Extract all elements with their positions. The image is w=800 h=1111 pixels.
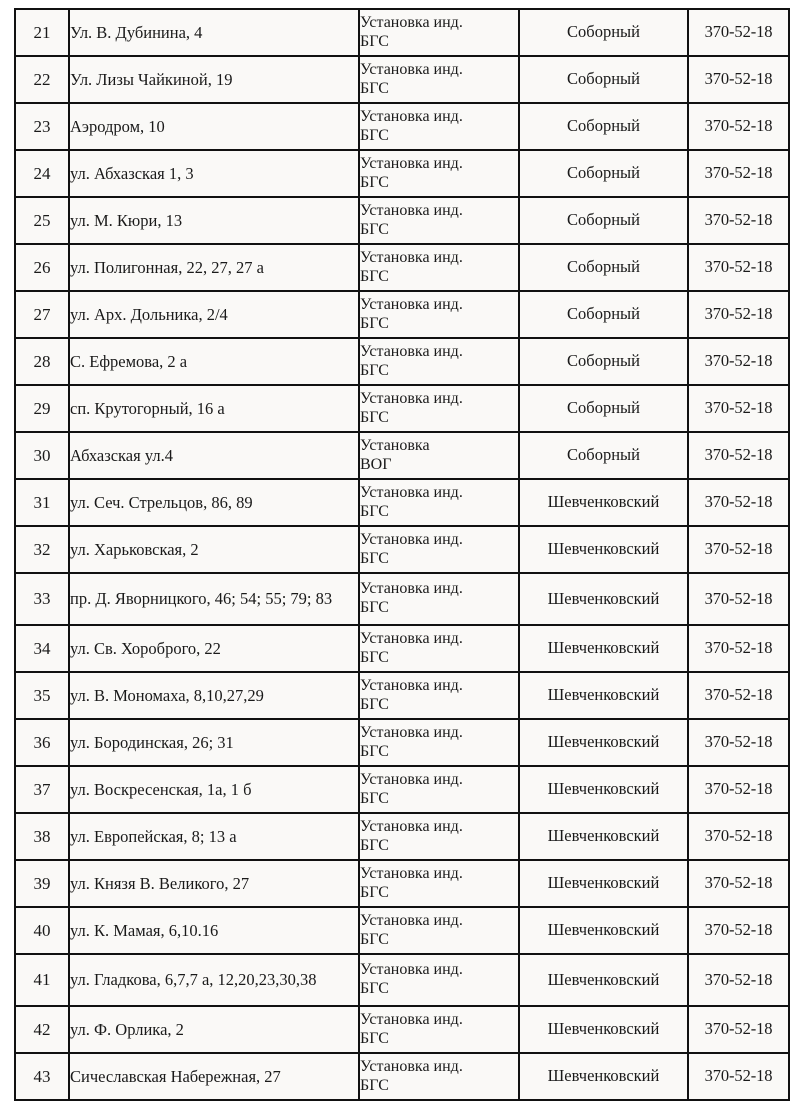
work-type-line-1: Установка инд. bbox=[360, 483, 463, 501]
cell-phone: 370-52-18 bbox=[688, 719, 789, 766]
cell-work-type bbox=[359, 150, 519, 197]
cell-row-number: 34 bbox=[15, 625, 69, 672]
cell-work-type bbox=[359, 479, 519, 526]
table-row bbox=[15, 907, 789, 954]
cell-address: ул. Полигонная, 22, 27, 27 а bbox=[69, 244, 359, 291]
work-type-line-2: БГС bbox=[360, 361, 389, 379]
work-type-line-1: Установка инд. bbox=[360, 60, 463, 78]
cell-row-number: 38 bbox=[15, 813, 69, 860]
work-type-line-1: Установка инд. bbox=[360, 389, 463, 407]
cell-row-number: 40 bbox=[15, 907, 69, 954]
cell-district: Шевченковский bbox=[519, 1053, 688, 1100]
work-type-line-2: БГС bbox=[360, 1076, 389, 1094]
table-row bbox=[15, 9, 789, 56]
cell-phone: 370-52-18 bbox=[688, 291, 789, 338]
cell-district: Шевченковский bbox=[519, 719, 688, 766]
cell-address: Ул. Лизы Чайкиной, 19 bbox=[69, 56, 359, 103]
cell-district: Соборный bbox=[519, 56, 688, 103]
table-row bbox=[15, 860, 789, 907]
work-type-line-1: Установка инд. bbox=[360, 530, 463, 548]
cell-phone: 370-52-18 bbox=[688, 573, 789, 625]
cell-district: Шевченковский bbox=[519, 813, 688, 860]
cell-address: ул. Харьковская, 2 bbox=[69, 526, 359, 573]
work-type-line-1: Установка инд. bbox=[360, 770, 463, 788]
work-type-line-2: БГС bbox=[360, 32, 389, 50]
work-type-line-2: БГС bbox=[360, 836, 389, 854]
cell-work-type bbox=[359, 385, 519, 432]
cell-phone: 370-52-18 bbox=[688, 432, 789, 479]
cell-row-number: 35 bbox=[15, 672, 69, 719]
work-type-line-1: Установка инд. bbox=[360, 817, 463, 835]
work-type-line-2: БГС bbox=[360, 267, 389, 285]
table-row bbox=[15, 1006, 789, 1053]
table-row bbox=[15, 479, 789, 526]
cell-row-number: 21 bbox=[15, 9, 69, 56]
work-type-line-2: БГС bbox=[360, 220, 389, 238]
cell-district: Соборный bbox=[519, 150, 688, 197]
cell-phone: 370-52-18 bbox=[688, 479, 789, 526]
cell-district: Шевченковский bbox=[519, 672, 688, 719]
work-type-line-2: БГС bbox=[360, 980, 389, 997]
table-row bbox=[15, 150, 789, 197]
cell-phone: 370-52-18 bbox=[688, 625, 789, 672]
cell-work-type bbox=[359, 625, 519, 672]
cell-district: Шевченковский bbox=[519, 954, 688, 1006]
cell-district: Соборный bbox=[519, 197, 688, 244]
cell-row-number: 36 bbox=[15, 719, 69, 766]
cell-row-number: 26 bbox=[15, 244, 69, 291]
cell-address: ул. Европейская, 8; 13 а bbox=[69, 813, 359, 860]
cell-row-number: 25 bbox=[15, 197, 69, 244]
cell-address: Сичеславская Набережная, 27 bbox=[69, 1053, 359, 1100]
cell-phone: 370-52-18 bbox=[688, 1053, 789, 1100]
work-type-line-1: Установка инд. bbox=[360, 723, 463, 741]
cell-district: Шевченковский bbox=[519, 1006, 688, 1053]
cell-address: Абхазская ул.4 bbox=[69, 432, 359, 479]
cell-phone: 370-52-18 bbox=[688, 526, 789, 573]
cell-phone: 370-52-18 bbox=[688, 150, 789, 197]
cell-row-number: 27 bbox=[15, 291, 69, 338]
table-row bbox=[15, 432, 789, 479]
address-work-table bbox=[14, 8, 790, 1101]
cell-row-number: 29 bbox=[15, 385, 69, 432]
cell-work-type bbox=[359, 103, 519, 150]
cell-phone: 370-52-18 bbox=[688, 672, 789, 719]
cell-address: ул. Арх. Дольника, 2/4 bbox=[69, 291, 359, 338]
cell-phone: 370-52-18 bbox=[688, 860, 789, 907]
cell-phone: 370-52-18 bbox=[688, 9, 789, 56]
work-type-line-1: Установка bbox=[360, 436, 430, 454]
work-type-line-1: Установка инд. bbox=[360, 295, 463, 313]
cell-phone: 370-52-18 bbox=[688, 197, 789, 244]
cell-work-type bbox=[359, 432, 519, 479]
cell-row-number: 43 bbox=[15, 1053, 69, 1100]
work-type-line-1: Установка инд. bbox=[360, 911, 463, 929]
cell-work-type bbox=[359, 1006, 519, 1053]
table-container bbox=[14, 8, 788, 1101]
cell-phone: 370-52-18 bbox=[688, 1006, 789, 1053]
cell-address: ул. Абхазская 1, 3 bbox=[69, 150, 359, 197]
work-type-line-1: Установка инд. bbox=[360, 629, 463, 647]
cell-address: Аэродром, 10 bbox=[69, 103, 359, 150]
work-type-line-2: БГС bbox=[360, 599, 389, 616]
cell-address: ул. Воскресенская, 1а, 1 б bbox=[69, 766, 359, 813]
cell-address: ул. В. Мономаха, 8,10,27,29 bbox=[69, 672, 359, 719]
table-row bbox=[15, 103, 789, 150]
cell-row-number: 28 bbox=[15, 338, 69, 385]
work-type-line-1: Установка инд. bbox=[360, 154, 463, 172]
table-row bbox=[15, 573, 789, 625]
table-row bbox=[15, 1053, 789, 1100]
cell-work-type bbox=[359, 719, 519, 766]
cell-row-number: 30 bbox=[15, 432, 69, 479]
work-type-line-1: Установка инд. bbox=[360, 13, 463, 31]
cell-district: Соборный bbox=[519, 244, 688, 291]
cell-district: Шевченковский bbox=[519, 526, 688, 573]
work-type-line-1: Установка инд. bbox=[360, 248, 463, 266]
work-type-line-1: Установка инд. bbox=[360, 1010, 463, 1028]
cell-row-number: 42 bbox=[15, 1006, 69, 1053]
work-type-line-2: БГС bbox=[360, 173, 389, 191]
work-type-line-2: БГС bbox=[360, 549, 389, 567]
work-type-line-2: БГС bbox=[360, 1029, 389, 1047]
cell-phone: 370-52-18 bbox=[688, 954, 789, 1006]
table-row bbox=[15, 338, 789, 385]
work-type-line-1: Установка инд. bbox=[360, 201, 463, 219]
table-row bbox=[15, 766, 789, 813]
cell-address: сп. Крутогорный, 16 а bbox=[69, 385, 359, 432]
cell-row-number: 24 bbox=[15, 150, 69, 197]
cell-address: ул. Св. Хороброго, 22 bbox=[69, 625, 359, 672]
cell-work-type bbox=[359, 244, 519, 291]
work-type-line-2: БГС bbox=[360, 502, 389, 520]
work-type-line-1: Установка инд. bbox=[360, 342, 463, 360]
cell-work-type bbox=[359, 954, 519, 1006]
cell-address: ул. Бородинская, 26; 31 bbox=[69, 719, 359, 766]
cell-district: Соборный bbox=[519, 385, 688, 432]
cell-work-type bbox=[359, 56, 519, 103]
cell-work-type bbox=[359, 526, 519, 573]
table-row bbox=[15, 625, 789, 672]
table-row bbox=[15, 719, 789, 766]
work-type-line-1: Установка инд. bbox=[360, 864, 463, 882]
table-row bbox=[15, 385, 789, 432]
work-type-line-1: Установка инд. bbox=[360, 961, 463, 979]
cell-phone: 370-52-18 bbox=[688, 244, 789, 291]
cell-district: Соборный bbox=[519, 291, 688, 338]
cell-work-type bbox=[359, 672, 519, 719]
work-type-line-2: БГС bbox=[360, 789, 389, 807]
cell-phone: 370-52-18 bbox=[688, 338, 789, 385]
cell-row-number: 22 bbox=[15, 56, 69, 103]
cell-address: Ул. В. Дубинина, 4 bbox=[69, 9, 359, 56]
work-type-line-2: БГС bbox=[360, 742, 389, 760]
work-type-line-1: Установка инд. bbox=[360, 107, 463, 125]
cell-row-number: 23 bbox=[15, 103, 69, 150]
work-type-line-2: БГС bbox=[360, 79, 389, 97]
work-type-line-2: БГС bbox=[360, 695, 389, 713]
cell-row-number: 32 bbox=[15, 526, 69, 573]
cell-district: Шевченковский bbox=[519, 573, 688, 625]
cell-row-number: 39 bbox=[15, 860, 69, 907]
table-row bbox=[15, 672, 789, 719]
table-row bbox=[15, 291, 789, 338]
cell-address: ул. Князя В. Великого, 27 bbox=[69, 860, 359, 907]
cell-address: ул. К. Мамая, 6,10.16 bbox=[69, 907, 359, 954]
cell-district: Соборный bbox=[519, 432, 688, 479]
table-row bbox=[15, 56, 789, 103]
cell-district: Шевченковский bbox=[519, 766, 688, 813]
cell-work-type bbox=[359, 1053, 519, 1100]
cell-work-type bbox=[359, 9, 519, 56]
cell-row-number: 33 bbox=[15, 573, 69, 625]
work-type-line-2: БГС bbox=[360, 648, 389, 666]
cell-phone: 370-52-18 bbox=[688, 907, 789, 954]
cell-work-type bbox=[359, 860, 519, 907]
cell-district: Соборный bbox=[519, 338, 688, 385]
cell-row-number: 41 bbox=[15, 954, 69, 1006]
cell-work-type bbox=[359, 573, 519, 625]
cell-work-type bbox=[359, 197, 519, 244]
cell-address: ул. Ф. Орлика, 2 bbox=[69, 1006, 359, 1053]
work-type-line-2: БГС bbox=[360, 408, 389, 426]
cell-district: Шевченковский bbox=[519, 907, 688, 954]
cell-phone: 370-52-18 bbox=[688, 813, 789, 860]
cell-district: Соборный bbox=[519, 103, 688, 150]
table-row bbox=[15, 813, 789, 860]
cell-district: Шевченковский bbox=[519, 860, 688, 907]
cell-district: Шевченковский bbox=[519, 625, 688, 672]
table-row bbox=[15, 244, 789, 291]
cell-district: Соборный bbox=[519, 9, 688, 56]
cell-address: ул. Сеч. Стрельцов, 86, 89 bbox=[69, 479, 359, 526]
cell-phone: 370-52-18 bbox=[688, 385, 789, 432]
cell-address: ул. Гладкова, 6,7,7 а, 12,20,23,30,38 bbox=[69, 954, 359, 1006]
work-type-line-1: Установка инд. bbox=[360, 1057, 463, 1075]
table-row bbox=[15, 526, 789, 573]
work-type-line-2: БГС bbox=[360, 883, 389, 901]
cell-address: С. Ефремова, 2 а bbox=[69, 338, 359, 385]
cell-work-type bbox=[359, 338, 519, 385]
cell-district: Шевченковский bbox=[519, 479, 688, 526]
table-row bbox=[15, 954, 789, 1006]
cell-work-type bbox=[359, 291, 519, 338]
table-body bbox=[15, 9, 789, 1100]
cell-work-type bbox=[359, 907, 519, 954]
cell-phone: 370-52-18 bbox=[688, 103, 789, 150]
cell-row-number: 31 bbox=[15, 479, 69, 526]
work-type-line-2: БГС bbox=[360, 314, 389, 332]
cell-phone: 370-52-18 bbox=[688, 56, 789, 103]
cell-address: ул. М. Кюри, 13 bbox=[69, 197, 359, 244]
cell-work-type bbox=[359, 766, 519, 813]
work-type-line-2: БГС bbox=[360, 930, 389, 948]
work-type-line-2: БГС bbox=[360, 126, 389, 144]
cell-address: пр. Д. Яворницкого, 46; 54; 55; 79; 83 bbox=[69, 573, 359, 625]
cell-row-number: 37 bbox=[15, 766, 69, 813]
work-type-line-1: Установка инд. bbox=[360, 676, 463, 694]
cell-phone: 370-52-18 bbox=[688, 766, 789, 813]
work-type-line-2: ВОГ bbox=[360, 455, 392, 473]
work-type-line-1: Установка инд. bbox=[360, 580, 463, 598]
cell-work-type bbox=[359, 813, 519, 860]
table-row bbox=[15, 197, 789, 244]
